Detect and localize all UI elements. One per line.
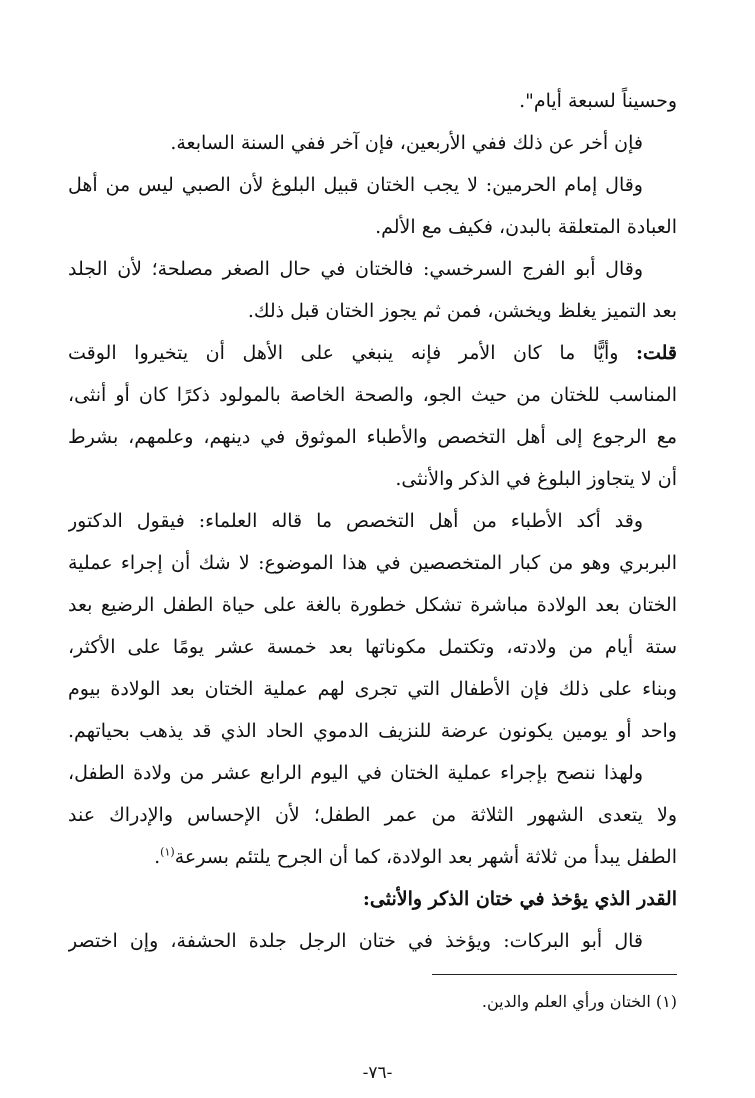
text-line: ستة أيام من ولادته، وتكتمل مكوناتها بعد خمسة عشر يومًا على الأكثر،: [68, 636, 677, 658]
text-line: أن لا يتجاوز البلوغ في الذكر والأنثى.: [395, 468, 677, 490]
text-line: وقد أكد الأطباء من أهل التخصص ما قاله العلماء: فيقول الدكتور: [68, 510, 643, 532]
text-line: العبادة المتعلقة بالبدن، فكيف مع الألم.: [375, 216, 677, 238]
body-text: [68, 80, 677, 962]
text-line: واحد أو يومين يكونون عرضة للنزيف الدموي الحاد الذي قد يذهب بحياتهم.: [68, 720, 677, 742]
footnote-ref-line: [68, 836, 677, 878]
text-line: قال أبو البركات: ويؤخذ في ختان الرجل جلدة الحشفة، وإن اختصر: [68, 930, 643, 952]
text-line: المناسب للختان من حيث الجو، والصحة الخاصة بالمولود ذكرًا كان أو أنثى،: [68, 384, 677, 406]
qult-text: وأيًّا ما كان الأمر فإنه ينبغي على الأهل أن يتخيروا الوقت: [68, 342, 619, 364]
text-line: وحسيناً لسبعة أيام".: [519, 90, 677, 112]
section-heading: القدر الذي يؤخذ في ختان الذكر والأنثى:: [362, 888, 677, 910]
qult-label: قلت:: [635, 342, 677, 364]
text-line: وقال إمام الحرمين: لا يجب الختان قبيل البلوغ لأن الصبي ليس من أهل: [68, 174, 643, 196]
text-line: بعد التميز يغلظ ويخشن، فمن ثم يجوز الختان قبل ذلك.: [247, 300, 677, 322]
footnote-separator: [432, 974, 677, 975]
footnote: (١) الختان ورأي العلم والدين.: [481, 992, 677, 1011]
text-line: الختان بعد الولادة مباشرة تشكل خطورة بالغة على حياة الطفل الرضيع بعد: [68, 594, 677, 616]
text-line: البربري وهو من كبار المتخصصين في هذا الموضوع: لا شك أن إجراء عملية: [68, 552, 677, 574]
text-span: .: [154, 846, 161, 868]
text-line: ولهذا ننصح بإجراء عملية الختان في اليوم الرابع عشر من ولادة الطفل،: [68, 762, 643, 784]
text-line: وقال أبو الفرج السرخسي: فالختان في حال الصغر مصلحة؛ لأن الجلد: [68, 258, 643, 280]
page-number: -٧٦-: [362, 1063, 393, 1083]
qult-paragraph-line: [68, 332, 677, 374]
footnote-reference: (١): [160, 845, 175, 859]
text-line: وبناء على ذلك فإن الأطفال التي تجرى لهم عملية الختان بعد الولادة بيوم: [68, 678, 677, 700]
text-span: الطفل يبدأ من ثلاثة أشهر بعد الولادة، كما أن الجرح يلتئم بسرعة: [174, 846, 677, 868]
text-line: فإن أخر عن ذلك ففي الأربعين، فإن آخر ففي السنة السابعة.: [170, 132, 643, 154]
text-line: ولا يتعدى الشهور الثلاثة من عمر الطفل؛ لأن الإحساس والإدراك عند: [68, 804, 677, 826]
text-line: مع الرجوع إلى أهل التخصص والأطباء الموثوق في دينهم، وعلمهم، بشرط: [68, 426, 677, 448]
